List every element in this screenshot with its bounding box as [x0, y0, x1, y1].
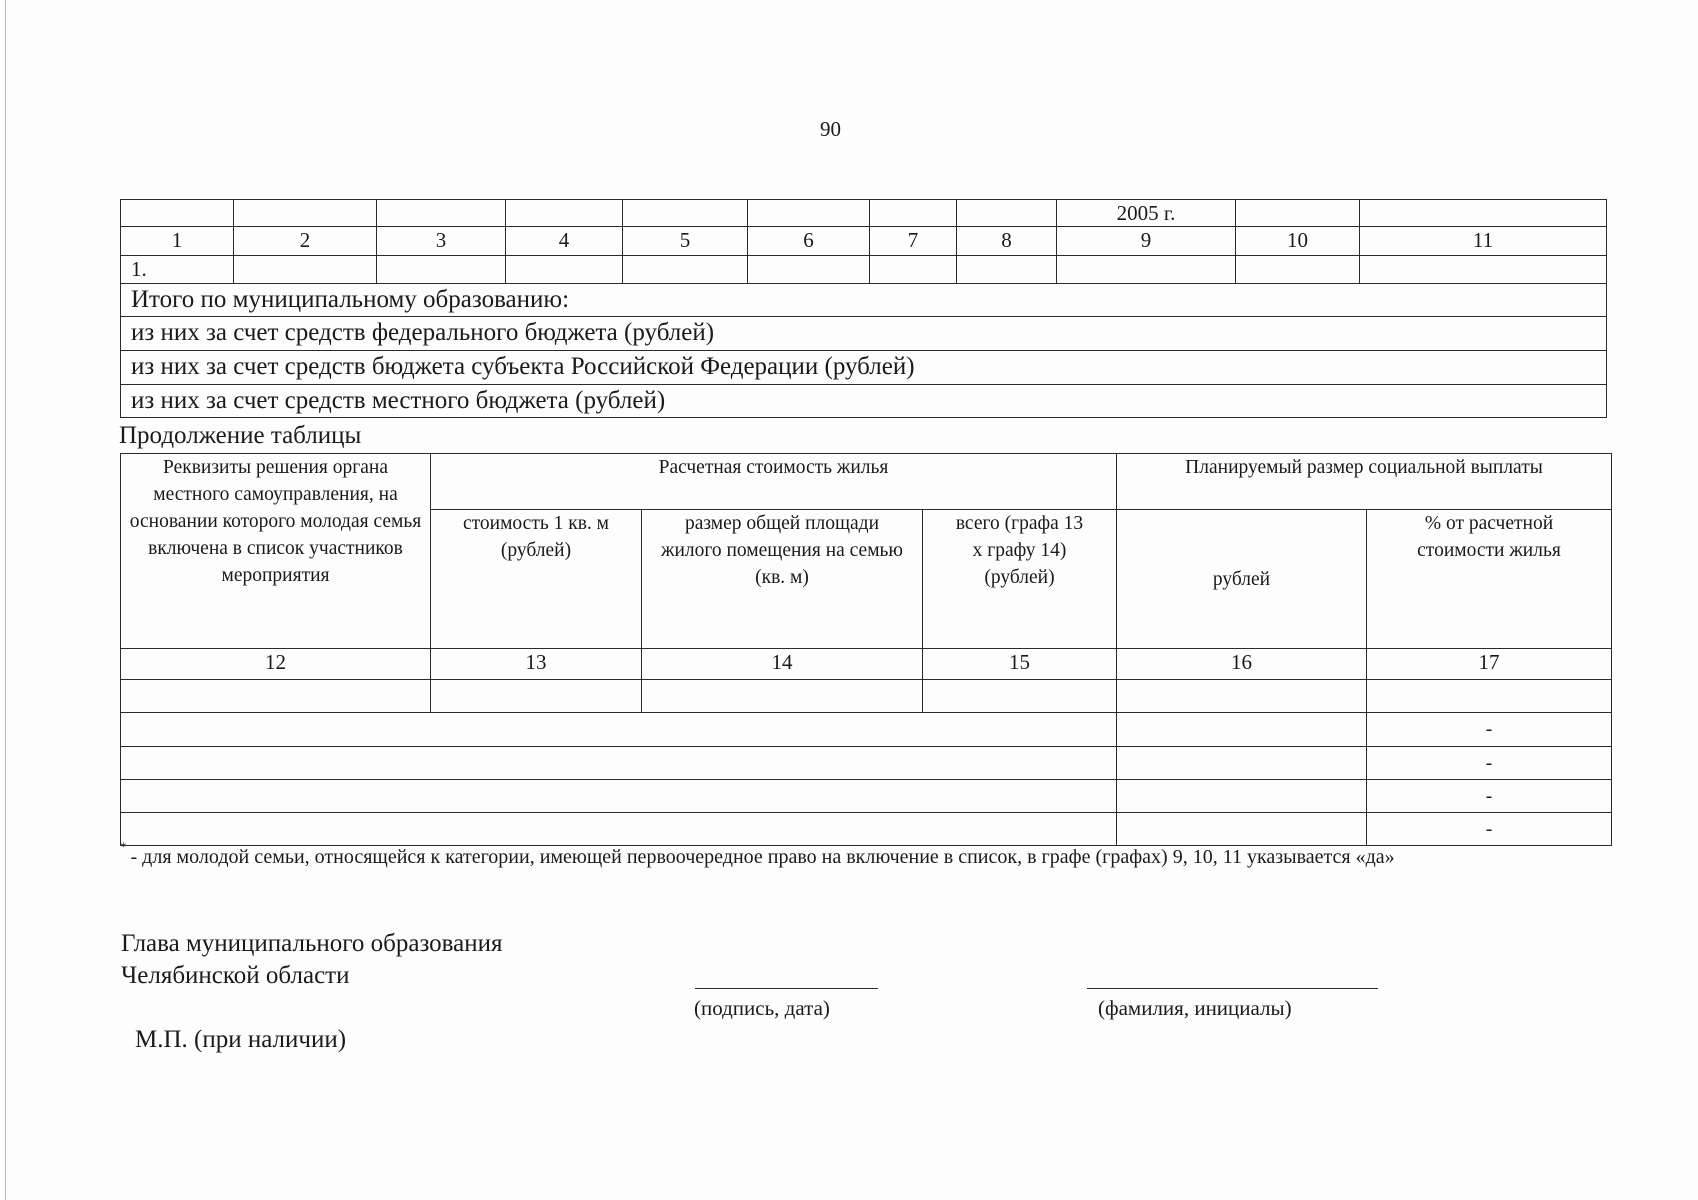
- summary-row-total: [121, 713, 1612, 747]
- summary-row-regional: [121, 780, 1612, 813]
- stamp-label: М.П. (при наличии): [135, 1026, 347, 1053]
- column-number: 6: [748, 227, 870, 256]
- scan-edge: [5, 0, 6, 1200]
- summary-federal-label: из них за счет средств федерального бюджета (рублей): [121, 317, 1607, 351]
- column-number: 10: [1236, 227, 1360, 256]
- header-row: [121, 454, 1612, 510]
- column-number: 2: [234, 227, 377, 256]
- signatory-title-line2: Челябинской области: [121, 962, 350, 989]
- header-total-area: размер общей площади жилого помещения на семью (кв. м): [642, 510, 923, 649]
- signatory-title: [121, 928, 503, 992]
- summary-dash: -: [1367, 780, 1612, 813]
- summary-regional-label: из них за счет средств бюджета субъекта Российской Федерации (рублей): [121, 351, 1607, 385]
- column-number: 1: [121, 227, 234, 256]
- column-number: 14: [642, 649, 923, 680]
- summary-row-local: [121, 385, 1607, 418]
- table-row: [121, 256, 1607, 284]
- header-cost-per-sqm: стоимость 1 кв. м (рублей): [431, 510, 642, 649]
- header-percent-of-cost: % от расчетной стоимости жилья: [1367, 510, 1612, 649]
- column-number: 16: [1117, 649, 1367, 680]
- column-number: 5: [623, 227, 748, 256]
- column-number: 9: [1057, 227, 1236, 256]
- summary-total-label: Итого по муниципальному образованию:: [121, 284, 1607, 317]
- year-label: 2005 г.: [1057, 200, 1236, 227]
- column-number: 7: [870, 227, 957, 256]
- footnote-marker: *: [120, 839, 127, 854]
- column-number: 13: [431, 649, 642, 680]
- header-total: всего (графа 13 х графу 14) (рублей): [923, 510, 1117, 649]
- summary-row-federal: [121, 317, 1607, 351]
- column-number: 15: [923, 649, 1117, 680]
- continuation-table: [120, 453, 1612, 846]
- page-number: 90: [820, 117, 841, 141]
- column-number: 11: [1360, 227, 1607, 256]
- name-label: (фамилия, инициалы): [1098, 996, 1292, 1020]
- header-requisites: Реквизиты решения органа местного самоуправления, на основании которого молодая семья включена в список участников мероприятия: [121, 454, 431, 649]
- column-number: 4: [506, 227, 623, 256]
- header-estimated-cost: Расчетная стоимость жилья: [431, 454, 1117, 510]
- signatory-title-line1: Глава муниципального образования: [121, 930, 503, 957]
- summary-row-federal: [121, 747, 1612, 780]
- name-line: [1087, 988, 1378, 989]
- summary-row-local: [121, 813, 1612, 846]
- summary-dash: -: [1367, 713, 1612, 747]
- summary-dash: -: [1367, 747, 1612, 780]
- column-number: 17: [1367, 649, 1612, 680]
- header-row: [121, 200, 1607, 227]
- column-number: 8: [957, 227, 1057, 256]
- family-list-table: [120, 199, 1607, 418]
- signature-line: [695, 988, 878, 989]
- footnote-text: - для молодой семьи, относящейся к категории, имеющей первоочередное право на включение в список, в графе (графах) 9, 10, 11 указывается «да»: [130, 846, 1395, 868]
- row-number: 1.: [121, 256, 234, 284]
- column-number-row: [121, 227, 1607, 256]
- summary-local-label: из них за счет средств местного бюджета (рублей): [121, 385, 1607, 418]
- continuation-label: Продолжение таблицы: [119, 422, 362, 449]
- summary-row-total: [121, 284, 1607, 317]
- table-row: [121, 680, 1612, 713]
- signature-label: (подпись, дата): [694, 996, 830, 1020]
- summary-row-regional: [121, 351, 1607, 385]
- column-number: 3: [377, 227, 506, 256]
- column-number-row: [121, 649, 1612, 680]
- summary-dash: -: [1367, 813, 1612, 846]
- header-rubles: рублей: [1117, 510, 1367, 649]
- footnote: [120, 839, 1610, 873]
- header-planned-payment: Планируемый размер социальной выплаты: [1117, 454, 1612, 510]
- column-number: 12: [121, 649, 431, 680]
